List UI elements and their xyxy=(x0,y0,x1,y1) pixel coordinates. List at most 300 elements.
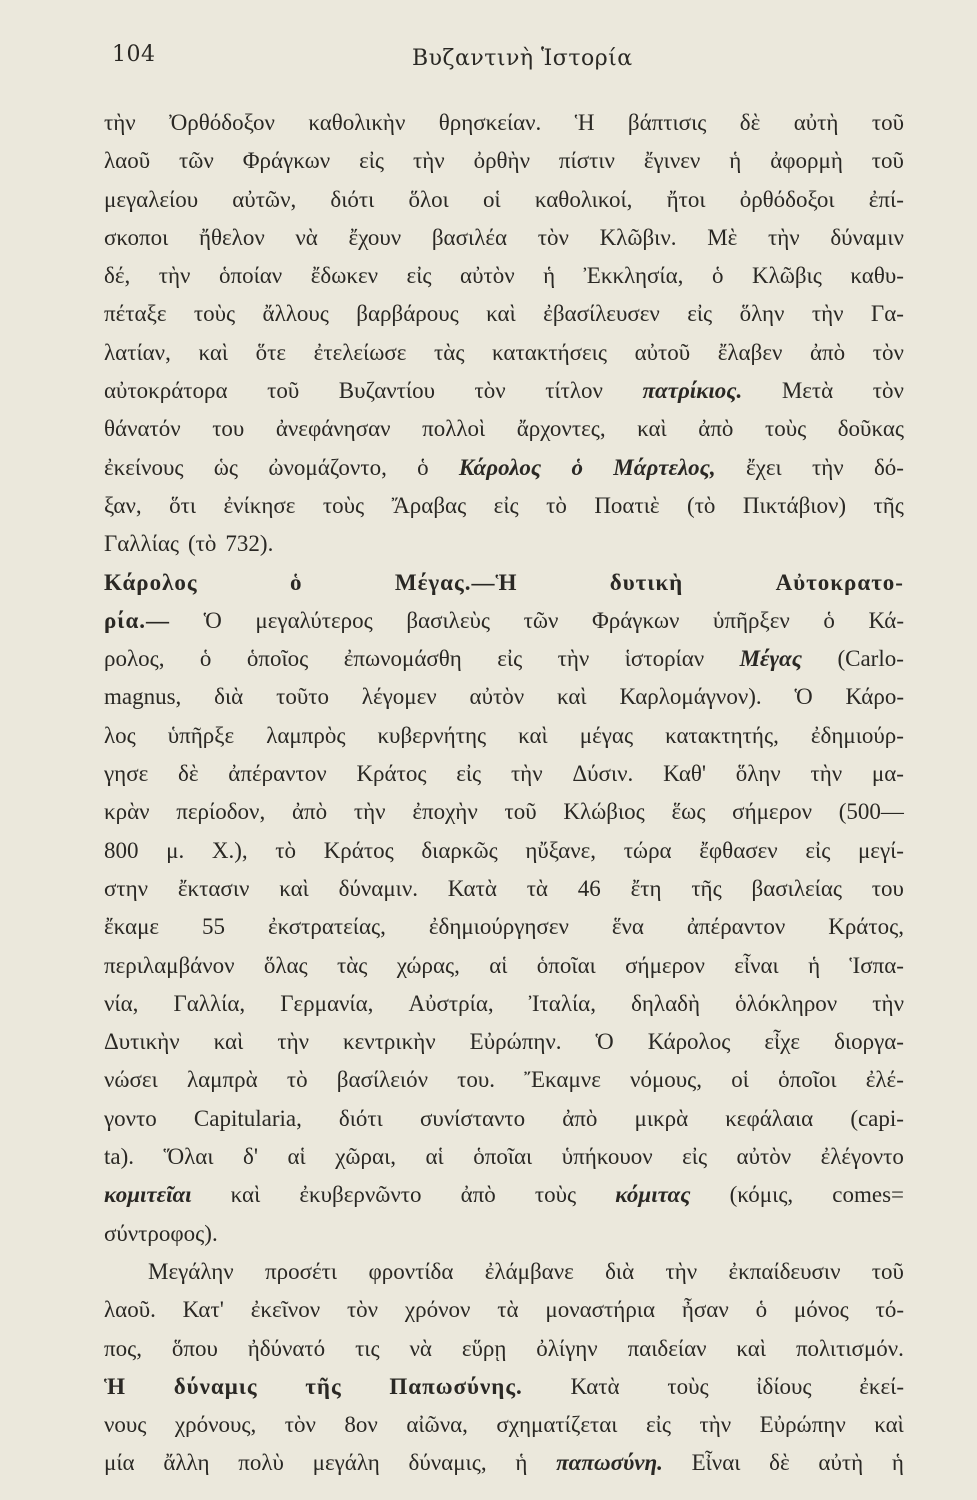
word: τῶν xyxy=(179,148,214,174)
word: αὐτὸν xyxy=(460,263,515,289)
word: εἰς xyxy=(682,1144,708,1170)
word: τώρα xyxy=(623,837,672,863)
word: κυβερνήτης xyxy=(377,722,487,748)
word: Ὁ xyxy=(595,1029,614,1055)
word: λος xyxy=(104,722,136,748)
word: δύναμιν xyxy=(830,224,904,250)
word: αἰῶνα, xyxy=(406,1412,468,1438)
word: κρὰν xyxy=(104,799,150,825)
word: Κάρο- xyxy=(845,684,904,710)
word: Κράτος xyxy=(356,761,427,787)
word: ἦσαν xyxy=(681,1297,729,1323)
word: ὅπου xyxy=(171,1335,218,1361)
word: τίτλον xyxy=(545,378,603,404)
word: ἡ xyxy=(808,952,821,978)
text-line xyxy=(104,257,904,295)
word: Κάρολος xyxy=(458,454,542,480)
word: ἐκείνους xyxy=(104,454,184,480)
word: περίοδον, xyxy=(176,799,266,825)
word: βασίλειόν xyxy=(336,1067,428,1093)
word: καὶ xyxy=(874,1412,904,1438)
word: magnus, xyxy=(104,684,182,710)
text-line xyxy=(104,1176,904,1214)
word: ὁποῖοι xyxy=(778,1067,837,1093)
word: ἐλέγοντο xyxy=(820,1144,904,1170)
running-title: Βυζαντινὴ Ἱστορία xyxy=(412,46,633,71)
word: ἡ xyxy=(891,1450,904,1476)
word: ἀπὸ xyxy=(809,339,846,365)
word: τὴν xyxy=(767,224,800,250)
word: 800 xyxy=(104,837,139,863)
word: Εὐρώπην xyxy=(759,1412,846,1438)
word: ὁ xyxy=(289,569,303,595)
word: οἱ xyxy=(731,1067,749,1093)
word: τοῦ xyxy=(267,378,300,404)
text-line xyxy=(104,334,904,372)
word: ὁποίαν xyxy=(218,263,283,289)
word: κεντρικὴν xyxy=(343,1029,436,1055)
word: ἀφορμὴ xyxy=(770,148,843,174)
word: καὶ xyxy=(518,722,548,748)
word: (Carlo- xyxy=(837,646,904,672)
word: Ἔκαμνε xyxy=(524,1067,601,1093)
text-line xyxy=(104,142,904,180)
word: τὰς xyxy=(434,339,465,365)
word: ἠδύνατό xyxy=(247,1335,326,1361)
word: τὴν xyxy=(811,301,844,327)
word: εἰς xyxy=(497,646,523,672)
word: δύναμις, xyxy=(408,1450,487,1476)
word: πολλοὶ xyxy=(422,416,486,442)
text-line xyxy=(104,1330,904,1368)
word: του xyxy=(212,416,245,442)
word: μεγάλη xyxy=(312,1450,380,1476)
word: κατακτητής, xyxy=(665,722,779,748)
word: Ὁ xyxy=(203,607,222,633)
word: ὑπῆρξε xyxy=(167,722,235,748)
word: Γερμανία, xyxy=(280,990,374,1016)
word: δὲ xyxy=(739,110,761,135)
word: τὴν xyxy=(277,1029,310,1055)
word: βάπτισις xyxy=(627,110,707,135)
word: τὴν xyxy=(699,1412,732,1438)
word: δ' xyxy=(243,1144,258,1170)
word: τό- xyxy=(875,1297,904,1323)
word: πατρίκιος. xyxy=(642,378,743,404)
word: Μέγας.—Ἡ xyxy=(394,569,518,595)
word: τοῦτο xyxy=(276,684,329,710)
word: Πικτάβιον) xyxy=(742,492,847,518)
word: ἐπωνομάσθη xyxy=(343,646,462,672)
word: τὰς xyxy=(336,952,368,978)
word: Φράγκων xyxy=(242,148,331,174)
word: θάνατόν xyxy=(104,416,181,442)
word: Ὀρθόδοξον xyxy=(169,110,275,135)
word: λαμπρὰ xyxy=(186,1067,258,1093)
text-line xyxy=(104,678,904,716)
word: ἐκστρατείας, xyxy=(267,914,386,940)
word: τοὺς xyxy=(322,492,365,518)
text-line xyxy=(104,449,904,487)
word: καθυ- xyxy=(850,263,904,289)
word: δύναμις xyxy=(173,1373,258,1399)
word: Καθ' xyxy=(663,761,707,787)
word: σκοποι xyxy=(104,224,169,250)
word: του. xyxy=(457,1067,496,1093)
word: Ἡ xyxy=(104,1373,126,1399)
word: σήμερον xyxy=(625,952,705,978)
word: γοντο xyxy=(104,1105,157,1131)
word: ἀπέραντον xyxy=(686,914,786,940)
word: μεγί- xyxy=(857,837,904,863)
word: τῆς xyxy=(691,875,722,901)
text-line xyxy=(104,947,904,985)
text-line xyxy=(104,985,904,1023)
word: τῆς xyxy=(305,1373,342,1399)
word: Κάρολος xyxy=(104,569,198,595)
word: διότι xyxy=(330,186,375,212)
word: ἐβασίλευσεν xyxy=(543,301,660,327)
word: Γα- xyxy=(870,301,904,327)
word: σήμερον xyxy=(732,799,812,825)
word: τὸ xyxy=(546,492,567,518)
word: ἕως xyxy=(671,799,706,825)
word: νὰ xyxy=(295,224,318,250)
word: εἰς xyxy=(359,148,385,174)
word: ἤθελον xyxy=(198,224,265,250)
word: ἡ xyxy=(729,148,742,174)
word: μ. xyxy=(166,837,185,863)
word: αἱ xyxy=(287,1144,306,1170)
word: ὁ xyxy=(571,454,583,480)
word: στην xyxy=(104,875,149,901)
word: τοὺς xyxy=(534,1182,577,1208)
word: σχηματίζεται xyxy=(496,1412,618,1438)
text-line xyxy=(104,1291,904,1329)
text-line xyxy=(104,1138,904,1176)
word: τὴν xyxy=(811,454,844,480)
word: καθολικοί, xyxy=(534,186,633,212)
text-line xyxy=(104,717,904,755)
word: Κλώβιος xyxy=(563,799,645,825)
word: ρία.— xyxy=(104,607,171,633)
word: ὁποῖος xyxy=(246,646,309,672)
word: μία xyxy=(104,1450,135,1476)
word: Κατὰ xyxy=(447,875,497,901)
text-line xyxy=(104,1100,904,1138)
word: ὅλας xyxy=(263,952,308,978)
word: 732). xyxy=(225,531,274,557)
word: τὴν xyxy=(158,263,191,289)
word: ἀπὸ xyxy=(698,416,734,442)
word: δὲ xyxy=(178,761,199,787)
word: ξαν, xyxy=(104,492,142,518)
word: ὀρθὴν xyxy=(473,148,530,174)
word: τὴν xyxy=(665,1258,698,1284)
word: Παπωσύνης. xyxy=(389,1373,523,1399)
word: καὶ xyxy=(198,339,229,365)
word: ἔχουν xyxy=(348,224,402,250)
word: δέ, xyxy=(104,263,131,289)
word: ὑπήκουον xyxy=(561,1144,653,1170)
word: αὐτὸν xyxy=(736,1144,792,1170)
word: Κά- xyxy=(868,607,904,633)
word: (capi- xyxy=(850,1105,904,1131)
word: εἰς xyxy=(456,761,482,787)
word: τὴν xyxy=(353,799,386,825)
word: ta). xyxy=(104,1144,135,1170)
word: ἄλλους xyxy=(262,301,329,327)
word: Ἄραβας xyxy=(391,492,467,518)
word: αὐτὴ xyxy=(818,1450,864,1476)
word: τὸ xyxy=(286,1067,308,1093)
word: αὐτὸν xyxy=(469,684,525,710)
word: ἐκεί- xyxy=(859,1373,904,1399)
word: Αὐτοκρατο- xyxy=(775,569,904,595)
word: ἀπὸ xyxy=(562,1105,598,1131)
word: οἱ xyxy=(483,186,501,212)
word: Κράτος, xyxy=(828,914,904,940)
word: ἔγινεν xyxy=(643,148,701,174)
word: Μετὰ xyxy=(781,378,834,404)
word: διότι xyxy=(338,1105,383,1131)
word: νία, xyxy=(104,990,139,1016)
word: καθολικὴν xyxy=(308,110,406,135)
word: καὶ xyxy=(736,1335,767,1361)
word: comes= xyxy=(832,1182,904,1208)
word: τοῦ xyxy=(871,1258,904,1284)
word: (τὸ xyxy=(188,531,217,557)
word: λαοῦ. xyxy=(104,1297,156,1323)
word: βαρβάρους xyxy=(356,301,459,327)
word: ἰδίους xyxy=(756,1373,812,1399)
text-line xyxy=(104,1061,904,1099)
text-line xyxy=(104,487,904,525)
word: χῶραι, xyxy=(335,1144,397,1170)
word: ὡς xyxy=(213,454,239,480)
word: πέταξε xyxy=(104,301,167,327)
word: 55 xyxy=(202,914,226,940)
word: ἔφθασεν xyxy=(699,837,778,863)
word: τὸν xyxy=(872,339,904,365)
word: τὰ xyxy=(497,1297,519,1323)
word: ἡ xyxy=(515,1450,528,1476)
word: χώρας, xyxy=(396,952,460,978)
word: τὸν xyxy=(872,378,904,404)
word: μοναστήρια xyxy=(545,1297,656,1323)
word: ὁποῖαι xyxy=(473,1144,533,1170)
word: ἤτοι xyxy=(666,186,706,212)
word: ἐλέ- xyxy=(865,1067,904,1093)
word: βασιλείας xyxy=(751,875,842,901)
word: κατακτήσεις xyxy=(492,339,607,365)
word: ἐνίκησε xyxy=(223,492,296,518)
word: ὅτι xyxy=(169,492,197,518)
word: πίστιν xyxy=(558,148,615,174)
word: νόμους, xyxy=(630,1067,703,1093)
word: 46 xyxy=(577,875,601,901)
word: Βυζαντίου xyxy=(338,378,435,404)
word: νώσει xyxy=(104,1067,158,1093)
word: γησε xyxy=(104,761,149,787)
word: ἀπέραντον xyxy=(228,761,327,787)
word: ὅλην xyxy=(735,761,781,787)
word: ἱστορίαν xyxy=(624,646,705,672)
word: εἰς xyxy=(406,263,432,289)
word: βασιλέα xyxy=(431,224,508,250)
word: ρολος, xyxy=(104,646,165,672)
word: Εἶναι xyxy=(691,1450,741,1476)
word: Καρλομάγνον). xyxy=(619,684,762,710)
body-text xyxy=(104,104,904,1483)
text-line xyxy=(104,870,904,908)
word: Κλῶβις xyxy=(751,263,822,289)
word: τὸ xyxy=(275,837,297,863)
word: νὰ xyxy=(409,1335,432,1361)
word: τοῦ xyxy=(871,148,904,174)
word: Ἱσπα- xyxy=(849,952,904,978)
word: αὐτοῦ xyxy=(634,339,691,365)
word: μα- xyxy=(871,761,904,787)
word: Κράτος xyxy=(323,837,394,863)
text-line xyxy=(104,181,904,219)
word: ὅτε xyxy=(255,339,287,365)
word: Αὐστρία, xyxy=(408,990,494,1016)
word: ἄρχοντες, xyxy=(516,416,606,442)
word: δό- xyxy=(873,454,904,480)
word: τὰ xyxy=(526,875,548,901)
word: ὁ xyxy=(755,1297,768,1323)
word: ἔχει xyxy=(745,454,782,480)
word: (κόμις, xyxy=(729,1182,794,1208)
word: Γαλλία, xyxy=(173,990,246,1016)
word: Ἡ xyxy=(574,110,595,135)
word: αἱ xyxy=(425,1144,444,1170)
word: Δυτικὴν xyxy=(104,1029,180,1055)
word: ἐκεῖνον xyxy=(250,1297,321,1323)
word: ηὔξανε, xyxy=(525,837,597,863)
word: λαοῦ xyxy=(104,148,151,174)
word: τοῦ xyxy=(871,110,904,135)
word: τὴν xyxy=(872,990,904,1016)
word: Ὅλαι xyxy=(163,1144,214,1170)
word: Μὲ xyxy=(707,224,738,250)
word: Δύσιν. xyxy=(572,761,634,787)
word: λέγομεν xyxy=(361,684,437,710)
word: ἐπί- xyxy=(868,186,904,212)
word: ἕνα xyxy=(611,914,644,940)
word: ἔλαβεν xyxy=(717,339,783,365)
word: δυτικὴ xyxy=(609,569,684,595)
word: τὴν xyxy=(412,148,445,174)
word: καὶ xyxy=(637,416,667,442)
page-number: 104 xyxy=(112,42,156,67)
word: ἀνεφάνησαν xyxy=(275,416,391,442)
word: διὰ xyxy=(214,684,244,710)
word: τὴν xyxy=(510,761,543,787)
text-line xyxy=(104,372,904,410)
word: θρησκείαν. xyxy=(438,110,542,135)
word: πολιτισμόν. xyxy=(795,1335,904,1361)
word: βασιλεὺς xyxy=(406,607,490,633)
word: ἐδημιούργησεν xyxy=(428,914,569,940)
word: ὁποῖαι xyxy=(536,952,596,978)
word: ἀπὸ xyxy=(460,1182,496,1208)
word: του xyxy=(871,875,904,901)
word: Μέγας xyxy=(739,646,803,672)
word: ἔτη xyxy=(630,875,662,901)
word: ὠνομάζοντο, xyxy=(268,454,387,480)
word: Κλῶβιν. xyxy=(599,224,677,250)
word: Χ.), xyxy=(211,837,248,863)
word: ἔδωκεν xyxy=(310,263,379,289)
word: τῆς xyxy=(873,492,904,518)
word: ὁ xyxy=(711,263,724,289)
word: Κάρολος xyxy=(647,1029,731,1055)
text-line xyxy=(104,755,904,793)
word: φροντίδα xyxy=(368,1258,454,1284)
word: τῶν xyxy=(523,607,559,633)
word: ὀρθόδοξοι xyxy=(739,186,835,212)
word: τις xyxy=(355,1335,380,1361)
text-line xyxy=(104,219,904,257)
word: κομιτεῖαι xyxy=(104,1182,192,1208)
word: ὅλοι xyxy=(408,186,449,212)
word: Μεγάλην xyxy=(148,1258,234,1284)
word: τοῦ xyxy=(504,799,537,825)
word: τοὺς xyxy=(193,301,236,327)
word: Μάρτελος, xyxy=(613,454,716,480)
text-line xyxy=(104,602,904,640)
word: ἐκυβερνῶντο xyxy=(299,1182,422,1208)
word: ἄλλη xyxy=(163,1450,210,1476)
word: ὁλόκληρον xyxy=(735,990,838,1016)
word: τοὺς xyxy=(667,1373,709,1399)
word: ἐκπαίδευσιν xyxy=(728,1258,841,1284)
word: εὕρῃ xyxy=(461,1335,507,1361)
word: ἀπὸ xyxy=(291,799,328,825)
word: χρόνον xyxy=(404,1297,471,1323)
text-line xyxy=(104,793,904,831)
word: ἔκτασιν xyxy=(177,875,250,901)
word: Φράγκων xyxy=(591,607,680,633)
word: ὁ xyxy=(199,646,212,672)
word: διὰ xyxy=(605,1258,635,1284)
text-line xyxy=(104,104,904,142)
text-line xyxy=(104,1023,904,1061)
word: ἐδημιούρ- xyxy=(810,722,904,748)
word: (τὸ xyxy=(687,492,716,518)
word: μόνος xyxy=(793,1297,849,1323)
word: μέγας xyxy=(579,722,634,748)
word: λατίαν, xyxy=(104,339,171,365)
word: εἰς xyxy=(805,837,831,863)
word: αὐτὴ xyxy=(793,110,839,135)
word: δὲ xyxy=(769,1450,790,1476)
word: Εὐρώπην. xyxy=(469,1029,562,1055)
text-line xyxy=(104,640,904,678)
word: προσέτι xyxy=(265,1258,338,1284)
word: πος, xyxy=(104,1335,142,1361)
text-line xyxy=(104,1215,904,1253)
word: ὑπῆρξεν xyxy=(713,607,790,633)
word: μεγαλείου xyxy=(104,186,199,212)
word: ἐλάμβανε xyxy=(484,1258,574,1284)
word: καὶ xyxy=(230,1182,261,1208)
word: ἐποχὴν xyxy=(412,799,478,825)
word: μεγαλύτερος xyxy=(255,607,373,633)
word: ὅλην xyxy=(739,301,785,327)
